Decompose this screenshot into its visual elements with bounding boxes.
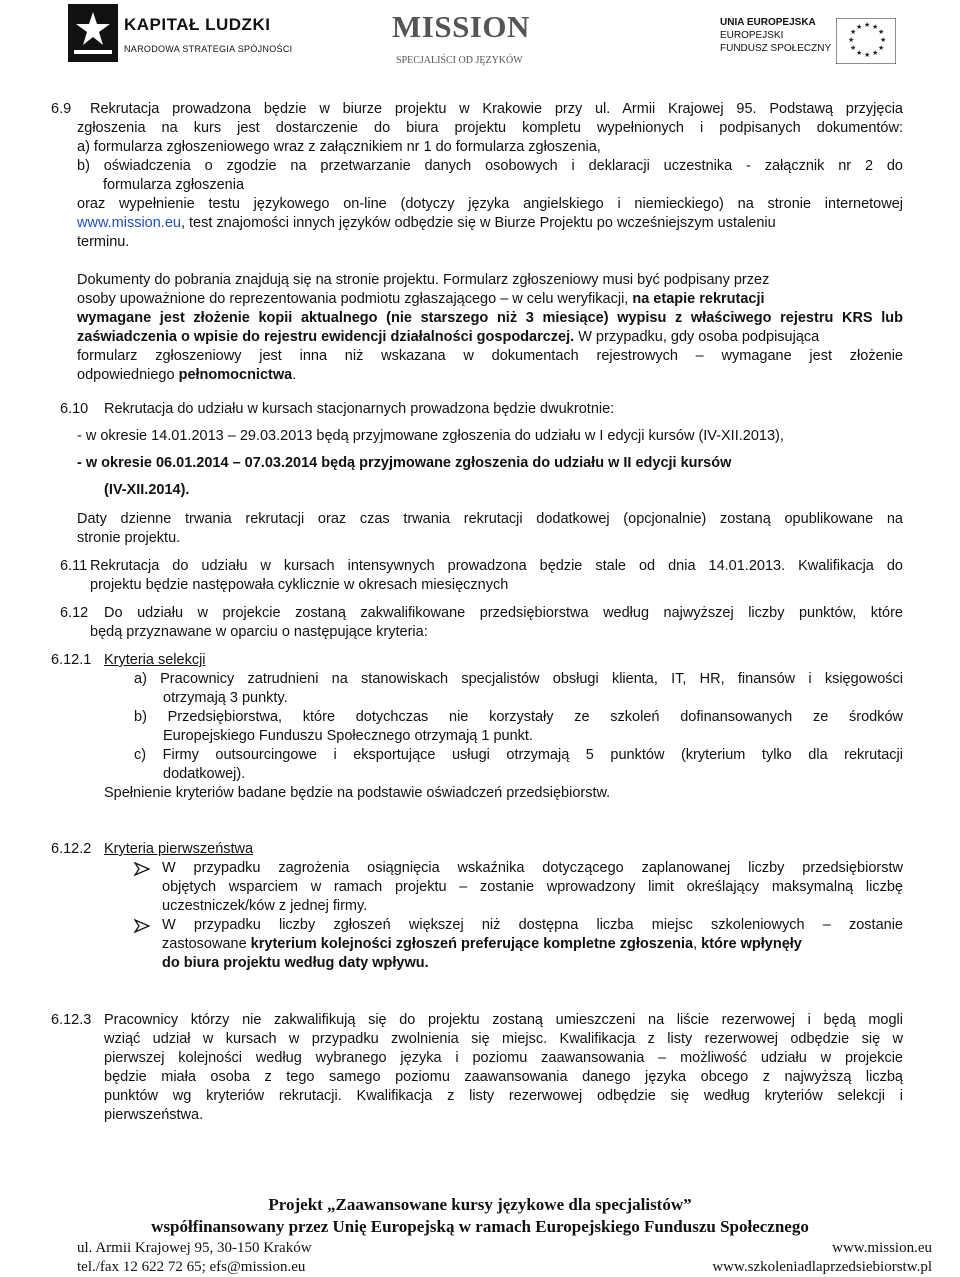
s612-line2: będą przyznawane w oparciu o następujące kryteria:	[90, 624, 428, 640]
svg-text:★: ★	[848, 36, 855, 44]
s6122-item-b2	[162, 935, 903, 954]
s69-line-c2	[77, 214, 903, 233]
d1b: Formularz zgłoszeniowy musi być podpisany przez	[438, 272, 770, 288]
s6122-item-a1: W przypadku zagrożenia osiągnięcia wskaźnika dotyczącego zaplanowanej liczby przedsiębiorstw	[162, 860, 903, 876]
svg-text:★: ★	[856, 49, 863, 57]
s6123-line3: pierwszej kolejności według wybranego języka i poziomu zaawansowania – możliwość udziału w projekcie	[104, 1050, 903, 1066]
eu-text	[720, 16, 831, 55]
section-number: 6.11	[60, 558, 88, 574]
section-number: 6.12.1	[51, 652, 92, 668]
s612-line1: Do udziału w projekcie zostaną zakwalifikowane przedsiębiorstwa według najwyższej liczby punktów, które	[104, 605, 903, 621]
svg-text:★: ★	[872, 49, 879, 57]
s6122-item-b3: do biura projektu według daty wpływu.	[162, 955, 429, 971]
s69-line-c1: oraz wypełnienie testu językowego on-line (dotyczy języka angielskiego i niemieckiego) na stronie internetowej	[77, 196, 903, 212]
s6121-item-c2: dodatkowej).	[163, 766, 246, 782]
s6122-item-b1: W przypadku liczby zgłoszeń większej niż dostępna liczba miejsc szkoleniowych – zostanie	[162, 917, 903, 933]
section-number: 6.12	[60, 605, 89, 621]
s611-line2: projektu będzie następowała cyklicznie w okresach miesięcznych	[90, 577, 509, 593]
s69-para-d5: formularz zgłoszeniowy jest inna niż wskazana w dokumentach rejestrowych – wymagane jest złożenie	[77, 348, 903, 364]
d4a: zaświadczenia o wpisie do rejestru ewidencji działalności gospodarczej.	[77, 329, 575, 345]
b2c: ,	[693, 936, 702, 952]
b2b: kryterium kolejności zgłoszeń preferujące kompletne zgłoszenia	[250, 936, 694, 952]
s69-para-d6	[77, 366, 296, 385]
svg-text:★: ★	[850, 28, 857, 36]
footer-contact: tel./fax 12 622 72 65; efs@mission.eu	[77, 1259, 306, 1275]
b2d: które wpłynęły	[701, 936, 802, 952]
section-number: 6.9	[51, 101, 72, 117]
d2a: osoby upoważnione do reprezentowania podmiotu zgłaszającego – w celu weryfikacji,	[77, 291, 633, 307]
s610-item1: - w okresie 14.01.2013 – 29.03.2013 będą przyjmowane zgłoszenia do udziału w I edycji kursów (IV-XII.2013),	[77, 428, 784, 444]
svg-text:★: ★	[878, 44, 885, 52]
mission-subtitle: SPECJALIŚCI OD JĘZYKÓW	[396, 55, 523, 66]
s69-para-d2	[77, 290, 903, 309]
s6123-line1: Pracownicy którzy nie zakwalifikują się do projektu zostaną umieszczeni na liście rezerwowej i będą mogli	[104, 1012, 903, 1028]
s6123-line2: wziąć udział w kursach w przypadku zwolnienia się miejsc. Kwalifikacja z listy rezerwowej odbędzie się w	[104, 1031, 903, 1047]
svg-text:★: ★	[856, 23, 863, 31]
s6121-item-a2: otrzymają 3 punkty.	[163, 690, 288, 706]
d6b: pełnomocnictwa	[178, 367, 293, 383]
s6121-item-b1: b) Przedsiębiorstwa, które dotychczas nie korzystały ze szkoleń dofinansowanych ze środków	[134, 709, 903, 725]
svg-text:★: ★	[850, 44, 857, 52]
s6123-line6: pierwszeństwa.	[104, 1107, 204, 1123]
svg-text:★: ★	[878, 28, 885, 36]
s610-item2: - w okresie 06.01.2014 – 07.03.2014 będą przyjmowane zgłoszenia do udziału w II edycji kursów	[77, 455, 732, 471]
kl-subtitle: NARODOWA STRATEGIA SPÓJNOŚCI	[124, 44, 293, 54]
footer-website2-link[interactable]: www.szkoleniadlaprzedsiebiorstw.pl	[712, 1259, 932, 1275]
s69-para-d4	[77, 328, 903, 347]
s610-title: Rekrutacja do udziału w kursach stacjonarnych prowadzona będzie dwukrotnie:	[104, 401, 615, 417]
svg-text:★: ★	[880, 36, 887, 44]
page-header	[0, 0, 960, 90]
s6123-line4: będzie miała osoba z tego samego poziomu zaawansowania danego języka obcego z najwyższą liczbą	[104, 1069, 903, 1085]
d4b: W przypadku, gdy osoba podpisująca	[574, 329, 820, 345]
s610-item2b: (IV-XII.2014).	[104, 482, 190, 498]
s6123-line5: punktów wg kryteriów rekrutacji. Kwalifikacja z listy rezerwowej odbędzie się według kryteriów selekcji i	[104, 1088, 903, 1104]
kapital-ludzki-logo	[68, 4, 293, 66]
s6121-item-c1: c) Firmy outsourcingowe i eksportujące usługi otrzymają 5 punktów (kryterium tylko dla rekrutacji	[134, 747, 903, 763]
s6121-summary: Spełnienie kryteriów badane będzie na podstawie oświadczeń przedsiębiorstw.	[104, 785, 611, 801]
s69-item-b2: formularza zgłoszenia	[103, 177, 245, 193]
section-number: 6.10	[60, 401, 89, 417]
mission-link[interactable]: www.mission.eu	[77, 215, 181, 231]
d6a: odpowiedniego	[77, 367, 179, 383]
arrow-bullet-icon	[134, 862, 150, 876]
s611-line1: Rekrutacja do udziału w kursach intensywnych prowadzona będzie stale od dnia 14.01.2013. Kwalifikacja do	[90, 558, 903, 574]
footer-cofinance: współfinansowany przez Unię Europejską w ramach Europejskiego Funduszu Społecznego	[151, 1217, 809, 1236]
mission-logo	[392, 9, 532, 66]
s69-para-d1	[77, 271, 903, 290]
svg-text:★: ★	[864, 21, 871, 29]
eu-flag-icon	[836, 18, 896, 64]
s6122-item-a3: uczestniczek/ków z jednej firmy.	[162, 898, 368, 914]
arrow-bullet-icon	[134, 919, 150, 933]
eu-line3: FUNDUSZ SPOŁECZNY	[720, 43, 832, 54]
s6121-item-a1: a) Pracownicy zatrudnieni na stanowiskach specjalistów obsługi klienta, IT, HR, finansów i księgowości	[134, 671, 903, 687]
eu-logo	[720, 14, 900, 74]
kapital-ludzki-star-icon	[68, 4, 118, 62]
b2a: zastosowane	[162, 936, 251, 952]
svg-text:★: ★	[864, 51, 871, 59]
s6121-title: Kryteria selekcji	[104, 652, 206, 668]
eu-line2: EUROPEJSKI	[720, 30, 784, 41]
svg-text:★: ★	[872, 23, 879, 31]
s6122-item-a2: objętych wsparciem w ramach projektu – zostanie wprowadzony limit określający maksymalną liczbę	[162, 879, 903, 895]
footer-website-link[interactable]: www.mission.eu	[832, 1240, 932, 1256]
s69-line2: zgłoszenia na kurs jest dostarczenie do biura projektu kompletu wypełnionych i podpisanych dokumentów:	[77, 120, 903, 136]
d2b: na etapie rekrutacji	[632, 291, 765, 307]
footer-address: ul. Armii Krajowej 95, 30-150 Kraków	[77, 1240, 312, 1256]
mission-title: MISSION	[392, 9, 530, 44]
kl-title: KAPITAŁ LUDZKI	[124, 15, 271, 34]
d6c: .	[292, 367, 297, 383]
s69-line-c3: terminu.	[77, 234, 130, 250]
s610-para2: stronie projektu.	[77, 530, 181, 546]
s6122-title: Kryteria pierwszeństwa	[104, 841, 254, 857]
s69-item-a: a) formularza zgłoszeniowego wraz z załącznikiem nr 1 do formularza zgłoszenia,	[77, 139, 601, 155]
s69-c2-rest: , test znajomości innych języków odbędzie się w Biurze Projektu po wcześniejszym ustaleniu	[180, 215, 776, 231]
s610-para1: Daty dzienne trwania rekrutacji oraz czas trwania rekrutacji dodatkowej (opcjonalnie) zostaną opublikowane na	[77, 511, 903, 527]
d1a: Dokumenty do pobrania znajdują się na stronie projektu.	[77, 272, 439, 288]
section-number: 6.12.2	[51, 841, 92, 857]
eu-line1: UNIA EUROPEJSKA	[720, 17, 816, 28]
section-number: 6.12.3	[51, 1012, 92, 1028]
footer-project-title: Projekt „Zaawansowane kursy językowe dla specjalistów”	[268, 1195, 692, 1214]
s69-item-b1: b) oświadczenia o zgodzie na przetwarzanie danych osobowych i deklaracji uczestnika - załącznik nr 2 do	[77, 158, 903, 174]
s69-para-d3: wymagane jest złożenie kopii aktualnego (nie starszego niż 3 miesiące) wypisu z właściwego rejestru KRS lub	[77, 310, 903, 326]
s69-line1: Rekrutacja prowadzona będzie w biurze projektu w Krakowie przy ul. Armii Krajowej 95. Podstawą przyjęcia	[90, 101, 903, 117]
s6121-item-b2: Europejskiego Funduszu Społecznego otrzymają 1 punkt.	[163, 728, 533, 744]
